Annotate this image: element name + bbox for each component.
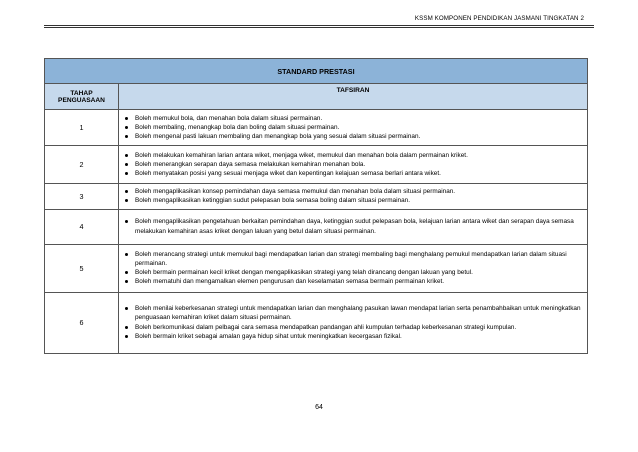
list-item: Boleh melakukan kemahiran larian antara wiket, menjaga wiket, memukul dan menahan bola dalam permainan kriket. xyxy=(135,151,583,160)
list-item: Boleh menyatakan posisi yang sesuai menjaga wiket dan kepentingan kelajuan semasa berlari antara wiket. xyxy=(135,169,583,178)
table-row xyxy=(45,184,588,210)
level-cell: 6 xyxy=(45,292,119,353)
list-item: Boleh mengenal pasti lakuan membaling dan menangkap bola yang sesuai dalam situasi permainan. xyxy=(135,132,583,141)
level-cell: 2 xyxy=(45,146,119,184)
column-header-description: TAFSIRAN xyxy=(119,84,588,110)
description-cell xyxy=(119,209,588,244)
standard-prestasi-table xyxy=(44,58,588,354)
page-number: 64 xyxy=(315,404,323,411)
table-title: STANDARD PRESTASI xyxy=(45,59,588,84)
header-divider xyxy=(44,25,594,28)
list-item: Boleh menerangkan serapan daya semasa melakukan kemahiran menahan bola. xyxy=(135,160,583,169)
description-cell xyxy=(119,244,588,292)
list-item: Boleh memukul bola, dan menahan bola dalam situasi permainan. xyxy=(135,114,583,123)
column-header-level-line1: TAHAP xyxy=(70,89,93,97)
level-cell: 5 xyxy=(45,244,119,292)
level-cell: 1 xyxy=(45,110,119,146)
list-item: Boleh mengaplikasikan ketinggian sudut pelepasan bola semasa boling dalam situasi permainan. xyxy=(135,196,583,205)
list-item: Boleh merancang strategi untuk memukul bagi mendapatkan larian dan strategi membaling bagi menghalang pemukul mendapatkan larian dalam situasi permainan. xyxy=(135,250,583,269)
list-item: Boleh mengaplikasikan konsep pemindahan daya semasa memukul dan menahan bola dalam situasi permainan. xyxy=(135,187,583,196)
list-item: Boleh bermain permainan kecil kriket dengan mengaplikasikan strategi yang telah dirancang dengan lakuan yang betul. xyxy=(135,268,583,277)
column-header-level xyxy=(45,84,119,110)
level-cell: 3 xyxy=(45,184,119,210)
table-row xyxy=(45,244,588,292)
description-cell xyxy=(119,110,588,146)
list-item: Boleh mengaplikasikan pengetahuan berkaitan pemindahan daya, ketinggian sudut pelepasan bola, kelajuan larian antara wiket dan serapan daya semasa melakukan kemahiran asas kriket dengan laluan yang betul dalam situasi permainan. xyxy=(135,217,583,236)
list-item: Boleh membaling, menangkap bola dan boling dalam situasi permainan. xyxy=(135,123,583,132)
description-cell xyxy=(119,292,588,353)
table-row xyxy=(45,146,588,184)
document-header: KSSM KOMPONEN PENDIDIKAN JASMANI TINGKATAN 2 xyxy=(414,15,584,22)
description-cell xyxy=(119,146,588,184)
level-cell: 4 xyxy=(45,209,119,244)
list-item: Boleh bermain kriket sebagai amalan gaya hidup sihat untuk meningkatkan kecergasan fizikal. xyxy=(135,332,583,341)
column-header-level-line2: PENGUASAAN xyxy=(58,96,105,104)
list-item: Boleh mematuhi dan mengamalkan elemen pengurusan dan keselamatan semasa bermain permainan kriket. xyxy=(135,277,583,286)
description-cell xyxy=(119,184,588,210)
table-row xyxy=(45,292,588,353)
table-row xyxy=(45,209,588,244)
list-item: Boleh menilai keberkesanan strategi untuk mendapatkan larian dan menghalang pasukan lawan mendapat larian serta penambahbaikan untuk meningkatkan penguasaan kemahiran kriket dalam situasi permainan. xyxy=(135,304,583,323)
table-row xyxy=(45,110,588,146)
list-item: Boleh berkomunikasi dalam pelbagai cara semasa mendapatkan pandangan ahli kumpulan terhadap keberkesanan strategi kumpulan. xyxy=(135,323,583,332)
